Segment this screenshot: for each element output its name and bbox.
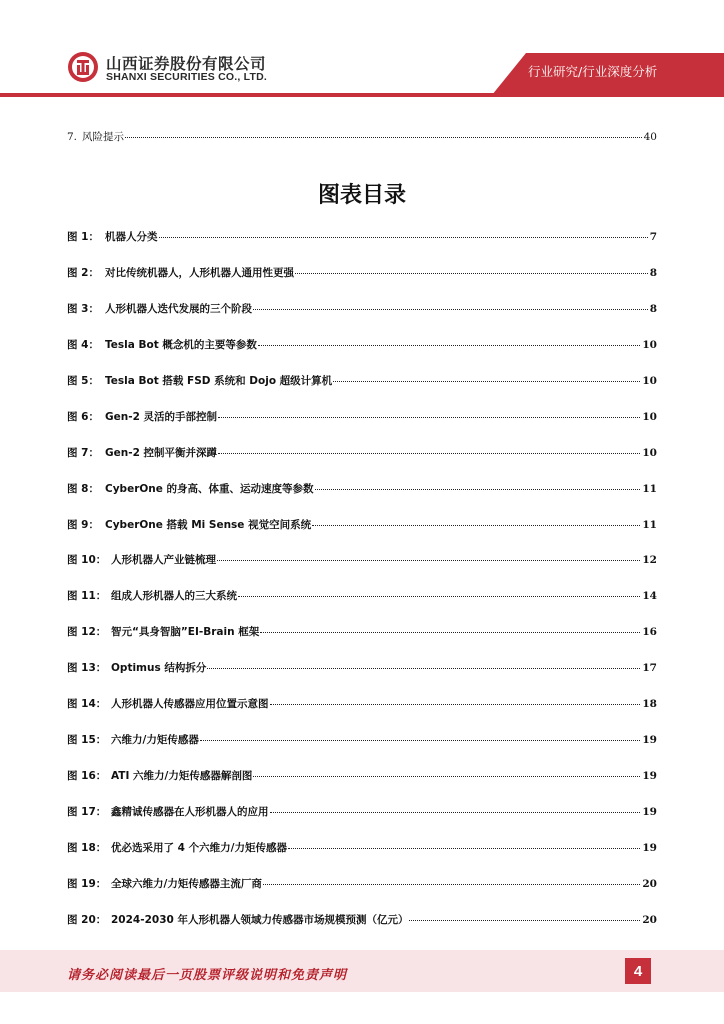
leader-dots	[218, 452, 640, 454]
figure-entry[interactable]	[67, 265, 657, 301]
figure-page: 19	[642, 770, 657, 783]
figure-entry[interactable]	[67, 552, 657, 588]
figure-title: 全球六维力/力矩传感器主流厂商	[111, 877, 262, 890]
figure-label: 图 20：	[67, 913, 107, 926]
figure-label: 图 14：	[67, 698, 107, 711]
figure-label: 图 16：	[67, 770, 107, 783]
leader-dots	[238, 595, 640, 597]
figure-label: 图 9：	[67, 518, 99, 531]
figure-label: 图 18：	[67, 841, 107, 854]
figure-entry[interactable]	[67, 768, 657, 804]
figure-label: 图 7：	[67, 446, 99, 459]
figure-page: 16	[642, 626, 657, 639]
figure-page: 20	[642, 913, 657, 926]
leader-dots	[260, 631, 640, 633]
figure-label: 图 3：	[67, 302, 99, 315]
figure-page: 18	[642, 698, 657, 711]
figures-heading: 图表目录	[317, 183, 406, 208]
figure-page: 10	[642, 338, 657, 351]
figures-list	[67, 229, 657, 948]
figure-entry[interactable]	[67, 301, 657, 337]
leader-dots	[333, 380, 640, 382]
leader-dots	[270, 703, 641, 705]
toc-entry-page: 40	[643, 131, 657, 143]
figure-entry[interactable]	[67, 912, 657, 948]
figure-entry[interactable]	[67, 876, 657, 912]
toc-entry-title: 风险提示	[82, 131, 125, 143]
figure-page: 10	[642, 446, 657, 459]
figure-entry[interactable]	[67, 588, 657, 624]
figure-label: 图 12：	[67, 626, 107, 639]
figure-entry[interactable]	[67, 732, 657, 768]
figure-page: 11	[642, 482, 657, 495]
figure-label: 图 6：	[67, 410, 99, 423]
figure-label: 图 17：	[67, 806, 107, 818]
figure-label: 图 19：	[67, 877, 107, 890]
figure-title: CyberOne 搭载 Mi Sense 视觉空间系统	[105, 518, 312, 531]
company-name-cn: 山西证券股份有限公司	[106, 55, 267, 73]
figure-entry[interactable]	[67, 840, 657, 876]
figure-title: Optimus 结构拆分	[111, 662, 207, 675]
toc-entry-number: 7.	[67, 131, 78, 143]
figure-label: 图 5：	[67, 374, 99, 387]
figure-entry[interactable]	[67, 481, 657, 517]
page-number: 4	[625, 958, 651, 984]
figure-title: 人形机器人迭代发展的三个阶段	[105, 302, 252, 315]
figure-label: 图 11：	[67, 590, 107, 603]
page-header	[0, 0, 724, 100]
figure-label: 图 2：	[67, 266, 99, 279]
leader-dots	[288, 847, 640, 849]
leader-dots	[295, 272, 648, 274]
figure-page: 10	[642, 374, 657, 387]
figure-title: 2024-2030 年人形机器人领域力传感器市场规模预测（亿元）	[111, 913, 409, 926]
report-type-label: 行业研究/行业深度分析	[528, 64, 658, 79]
figure-page: 11	[642, 518, 657, 531]
leader-dots	[409, 919, 640, 921]
leader-dots	[125, 136, 642, 138]
figure-label: 图 15：	[67, 734, 107, 747]
figure-entry[interactable]	[67, 445, 657, 481]
figure-page: 8	[649, 302, 657, 315]
figure-title: 鑫精诚传感器在人形机器人的应用	[111, 806, 269, 818]
figure-label: 图 13：	[67, 662, 107, 675]
figure-title: ATI 六维力/力矩传感器解剖图	[111, 770, 253, 783]
figure-entry[interactable]	[67, 517, 657, 553]
figure-entry[interactable]	[67, 337, 657, 373]
leader-dots	[159, 236, 648, 238]
figure-page: 17	[642, 662, 657, 675]
figure-entry[interactable]	[67, 660, 657, 696]
figure-label: 图 4：	[67, 338, 99, 351]
figure-label: 图 8：	[67, 482, 99, 495]
figure-page: 20	[642, 877, 657, 890]
leader-dots	[263, 883, 641, 885]
figure-entry[interactable]	[67, 409, 657, 445]
toc-entry[interactable]	[67, 129, 657, 144]
figure-label: 图 10：	[67, 554, 107, 567]
figure-title: Tesla Bot 搭载 FSD 系统和 Dojo 超级计算机	[105, 374, 333, 387]
figure-title: 智元“具身智脑”EI-Brain 框架	[111, 626, 260, 639]
leader-dots	[270, 811, 641, 813]
figure-title: 机器人分类	[105, 231, 158, 243]
figure-page: 10	[642, 410, 657, 423]
figure-title: 优必选采用了 4 个六维力/力矩传感器	[111, 841, 287, 854]
figure-title: 人形机器人传感器应用位置示意图	[111, 698, 269, 711]
leader-dots	[312, 524, 640, 526]
figure-page: 8	[649, 266, 657, 279]
figure-title: CyberOne 的身高、体重、运动速度等参数	[105, 482, 314, 495]
leader-dots	[258, 344, 641, 346]
shanxi-securities-logo-icon	[67, 51, 99, 83]
figure-title: 人形机器人产业链梳理	[111, 554, 216, 567]
figure-title: Gen-2 控制平衡并深蹲	[105, 446, 218, 459]
company-name-en: SHANXI SECURITIES CO., LTD.	[106, 71, 267, 83]
figure-title: Gen-2 灵活的手部控制	[105, 410, 218, 423]
disclaimer-text: 请务必阅读最后一页股票评级说明和免责声明	[67, 968, 348, 983]
figure-title: 对比传统机器人，人形机器人通用性更强	[105, 266, 294, 279]
figure-page: 19	[642, 806, 657, 818]
figure-entry[interactable]	[67, 373, 657, 409]
leader-dots	[200, 739, 641, 741]
figure-page: 7	[649, 231, 657, 243]
leader-dots	[217, 559, 640, 561]
leader-dots	[315, 488, 641, 490]
page-footer	[0, 950, 724, 992]
figure-entry[interactable]	[67, 229, 657, 265]
figure-title: Tesla Bot 概念机的主要等参数	[105, 338, 257, 351]
figure-title: 组成人形机器人的三大系统	[111, 590, 237, 603]
figure-page: 14	[642, 590, 657, 603]
figure-label: 图 1：	[67, 231, 99, 243]
figure-page: 12	[642, 554, 657, 567]
figure-entry[interactable]	[67, 624, 657, 660]
figure-entry[interactable]	[67, 804, 657, 840]
figure-entry[interactable]	[67, 696, 657, 732]
leader-dots	[218, 416, 640, 418]
leader-dots	[253, 308, 648, 310]
figure-page: 19	[642, 734, 657, 747]
figure-page: 19	[642, 841, 657, 854]
figure-title: 六维力/力矩传感器	[111, 734, 199, 747]
leader-dots	[253, 775, 640, 777]
leader-dots	[207, 667, 640, 669]
